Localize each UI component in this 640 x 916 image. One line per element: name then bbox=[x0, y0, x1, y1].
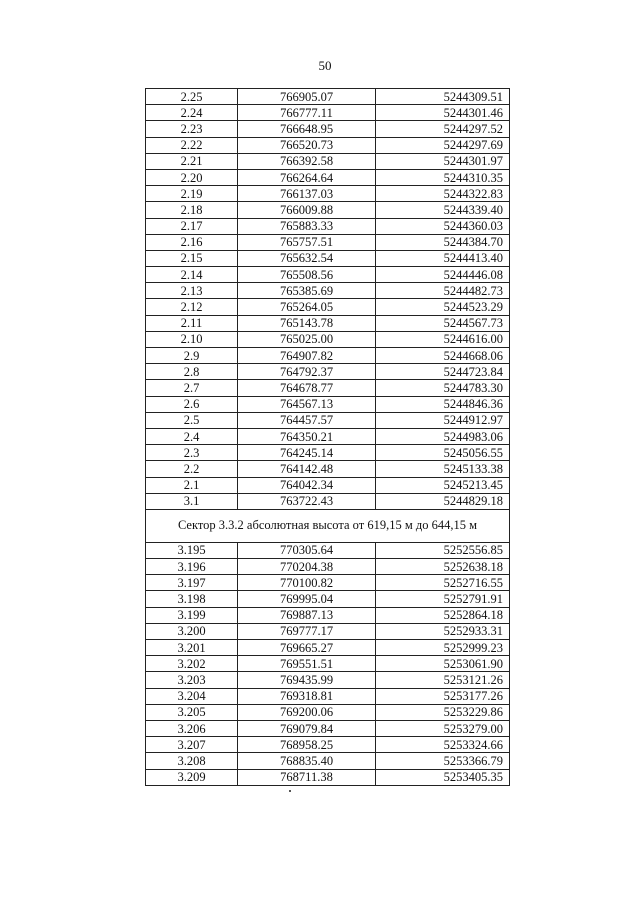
point-number-cell: 2.10 bbox=[146, 331, 238, 347]
table-row bbox=[146, 607, 510, 623]
x-coordinate-cell: 765508.56 bbox=[238, 267, 376, 283]
x-coordinate-cell: 766777.11 bbox=[238, 105, 376, 121]
point-number-cell: 2.17 bbox=[146, 218, 238, 234]
table-row bbox=[146, 704, 510, 720]
scan-speck bbox=[289, 790, 291, 792]
x-coordinate-cell: 769435.99 bbox=[238, 672, 376, 688]
section-heading: Сектор 3.3.2 абсолютная высота от 619,15 м до 644,15 м bbox=[146, 509, 510, 542]
point-number-cell: 3.205 bbox=[146, 704, 238, 720]
y-coordinate-cell: 5252791.91 bbox=[376, 591, 510, 607]
table-row bbox=[146, 121, 510, 137]
table-row bbox=[146, 89, 510, 105]
point-number-cell: 2.9 bbox=[146, 348, 238, 364]
y-coordinate-cell: 5244829.18 bbox=[376, 493, 510, 509]
x-coordinate-cell: 765883.33 bbox=[238, 218, 376, 234]
y-coordinate-cell: 5244301.46 bbox=[376, 105, 510, 121]
x-coordinate-cell: 769079.84 bbox=[238, 720, 376, 736]
y-coordinate-cell: 5244482.73 bbox=[376, 283, 510, 299]
x-coordinate-cell: 764457.57 bbox=[238, 412, 376, 428]
y-coordinate-cell: 5244983.06 bbox=[376, 428, 510, 444]
x-coordinate-cell: 764142.48 bbox=[238, 461, 376, 477]
table-row bbox=[146, 769, 510, 785]
x-coordinate-cell: 769777.17 bbox=[238, 623, 376, 639]
y-coordinate-cell: 5252864.18 bbox=[376, 607, 510, 623]
y-coordinate-cell: 5253366.79 bbox=[376, 753, 510, 769]
y-coordinate-cell: 5252999.23 bbox=[376, 640, 510, 656]
y-coordinate-cell: 5252933.31 bbox=[376, 623, 510, 639]
x-coordinate-cell: 766392.58 bbox=[238, 153, 376, 169]
x-coordinate-cell: 769665.27 bbox=[238, 640, 376, 656]
table-row bbox=[146, 559, 510, 575]
y-coordinate-cell: 5244783.30 bbox=[376, 380, 510, 396]
table-row bbox=[146, 493, 510, 509]
y-coordinate-cell: 5244567.73 bbox=[376, 315, 510, 331]
point-number-cell: 3.199 bbox=[146, 607, 238, 623]
x-coordinate-cell: 765025.00 bbox=[238, 331, 376, 347]
point-number-cell: 2.14 bbox=[146, 267, 238, 283]
y-coordinate-cell: 5244668.06 bbox=[376, 348, 510, 364]
table-row bbox=[146, 105, 510, 121]
x-coordinate-cell: 769551.51 bbox=[238, 656, 376, 672]
table-row bbox=[146, 640, 510, 656]
y-coordinate-cell: 5244339.40 bbox=[376, 202, 510, 218]
point-number-cell: 3.197 bbox=[146, 575, 238, 591]
y-coordinate-cell: 5244912.97 bbox=[376, 412, 510, 428]
x-coordinate-cell: 766905.07 bbox=[238, 89, 376, 105]
table-row bbox=[146, 331, 510, 347]
point-number-cell: 2.8 bbox=[146, 364, 238, 380]
y-coordinate-cell: 5244301.97 bbox=[376, 153, 510, 169]
point-number-cell: 3.206 bbox=[146, 720, 238, 736]
x-coordinate-cell: 764567.13 bbox=[238, 396, 376, 412]
y-coordinate-cell: 5244384.70 bbox=[376, 234, 510, 250]
table-row bbox=[146, 202, 510, 218]
table-row bbox=[146, 477, 510, 493]
coordinates-table-body-lower bbox=[146, 542, 510, 785]
point-number-cell: 2.15 bbox=[146, 250, 238, 266]
point-number-cell: 2.4 bbox=[146, 428, 238, 444]
table-row bbox=[146, 753, 510, 769]
point-number-cell: 2.20 bbox=[146, 169, 238, 185]
table-row bbox=[146, 364, 510, 380]
x-coordinate-cell: 764245.14 bbox=[238, 445, 376, 461]
point-number-cell: 3.207 bbox=[146, 737, 238, 753]
point-number-cell: 2.19 bbox=[146, 186, 238, 202]
y-coordinate-cell: 5244360.03 bbox=[376, 218, 510, 234]
point-number-cell: 2.2 bbox=[146, 461, 238, 477]
point-number-cell: 2.1 bbox=[146, 477, 238, 493]
table-row bbox=[146, 623, 510, 639]
table-row bbox=[146, 412, 510, 428]
y-coordinate-cell: 5244297.69 bbox=[376, 137, 510, 153]
table-row bbox=[146, 283, 510, 299]
x-coordinate-cell: 765757.51 bbox=[238, 234, 376, 250]
y-coordinate-cell: 5253061.90 bbox=[376, 656, 510, 672]
coordinates-table bbox=[145, 88, 510, 786]
point-number-cell: 2.3 bbox=[146, 445, 238, 461]
x-coordinate-cell: 770204.38 bbox=[238, 559, 376, 575]
x-coordinate-cell: 765632.54 bbox=[238, 250, 376, 266]
table-row bbox=[146, 137, 510, 153]
table-row bbox=[146, 688, 510, 704]
table-row bbox=[146, 315, 510, 331]
point-number-cell: 3.196 bbox=[146, 559, 238, 575]
point-number-cell: 3.1 bbox=[146, 493, 238, 509]
x-coordinate-cell: 768835.40 bbox=[238, 753, 376, 769]
point-number-cell: 3.201 bbox=[146, 640, 238, 656]
point-number-cell: 3.208 bbox=[146, 753, 238, 769]
x-coordinate-cell: 764042.34 bbox=[238, 477, 376, 493]
table-row bbox=[146, 575, 510, 591]
x-coordinate-cell: 766009.88 bbox=[238, 202, 376, 218]
x-coordinate-cell: 769318.81 bbox=[238, 688, 376, 704]
y-coordinate-cell: 5244413.40 bbox=[376, 250, 510, 266]
table-row bbox=[146, 267, 510, 283]
page-number: 50 bbox=[318, 58, 332, 73]
y-coordinate-cell: 5252556.85 bbox=[376, 542, 510, 558]
table-row bbox=[146, 218, 510, 234]
x-coordinate-cell: 769200.06 bbox=[238, 704, 376, 720]
x-coordinate-cell: 766520.73 bbox=[238, 137, 376, 153]
y-coordinate-cell: 5253121.26 bbox=[376, 672, 510, 688]
point-number-cell: 2.13 bbox=[146, 283, 238, 299]
y-coordinate-cell: 5253405.35 bbox=[376, 769, 510, 785]
section-heading-row bbox=[146, 509, 510, 542]
x-coordinate-cell: 768958.25 bbox=[238, 737, 376, 753]
x-coordinate-cell: 766137.03 bbox=[238, 186, 376, 202]
point-number-cell: 2.11 bbox=[146, 315, 238, 331]
table-row bbox=[146, 348, 510, 364]
y-coordinate-cell: 5244846.36 bbox=[376, 396, 510, 412]
x-coordinate-cell: 768711.38 bbox=[238, 769, 376, 785]
point-number-cell: 2.16 bbox=[146, 234, 238, 250]
point-number-cell: 2.7 bbox=[146, 380, 238, 396]
table-row bbox=[146, 428, 510, 444]
x-coordinate-cell: 765385.69 bbox=[238, 283, 376, 299]
y-coordinate-cell: 5253324.66 bbox=[376, 737, 510, 753]
x-coordinate-cell: 764678.77 bbox=[238, 380, 376, 396]
y-coordinate-cell: 5244446.08 bbox=[376, 267, 510, 283]
point-number-cell: 3.203 bbox=[146, 672, 238, 688]
x-coordinate-cell: 764907.82 bbox=[238, 348, 376, 364]
y-coordinate-cell: 5253177.26 bbox=[376, 688, 510, 704]
table-row bbox=[146, 169, 510, 185]
table-row bbox=[146, 299, 510, 315]
y-coordinate-cell: 5244309.51 bbox=[376, 89, 510, 105]
y-coordinate-cell: 5252716.55 bbox=[376, 575, 510, 591]
table-row bbox=[146, 396, 510, 412]
y-coordinate-cell: 5245213.45 bbox=[376, 477, 510, 493]
point-number-cell: 2.21 bbox=[146, 153, 238, 169]
x-coordinate-cell: 764792.37 bbox=[238, 364, 376, 380]
point-number-cell: 2.12 bbox=[146, 299, 238, 315]
point-number-cell: 2.23 bbox=[146, 121, 238, 137]
x-coordinate-cell: 763722.43 bbox=[238, 493, 376, 509]
table-row bbox=[146, 153, 510, 169]
x-coordinate-cell: 765264.05 bbox=[238, 299, 376, 315]
table-row bbox=[146, 186, 510, 202]
x-coordinate-cell: 764350.21 bbox=[238, 428, 376, 444]
y-coordinate-cell: 5252638.18 bbox=[376, 559, 510, 575]
section-heading-group bbox=[146, 509, 510, 542]
table-row bbox=[146, 542, 510, 558]
point-number-cell: 3.200 bbox=[146, 623, 238, 639]
y-coordinate-cell: 5244297.52 bbox=[376, 121, 510, 137]
y-coordinate-cell: 5244616.00 bbox=[376, 331, 510, 347]
x-coordinate-cell: 765143.78 bbox=[238, 315, 376, 331]
y-coordinate-cell: 5244322.83 bbox=[376, 186, 510, 202]
table-row bbox=[146, 461, 510, 477]
table-row bbox=[146, 591, 510, 607]
x-coordinate-cell: 766264.64 bbox=[238, 169, 376, 185]
table-row bbox=[146, 234, 510, 250]
point-number-cell: 2.24 bbox=[146, 105, 238, 121]
point-number-cell: 2.22 bbox=[146, 137, 238, 153]
y-coordinate-cell: 5245133.38 bbox=[376, 461, 510, 477]
table-row bbox=[146, 445, 510, 461]
point-number-cell: 2.25 bbox=[146, 89, 238, 105]
point-number-cell: 3.204 bbox=[146, 688, 238, 704]
table-row bbox=[146, 656, 510, 672]
y-coordinate-cell: 5244723.84 bbox=[376, 364, 510, 380]
table-row bbox=[146, 720, 510, 736]
y-coordinate-cell: 5245056.55 bbox=[376, 445, 510, 461]
point-number-cell: 2.5 bbox=[146, 412, 238, 428]
table-row bbox=[146, 737, 510, 753]
point-number-cell: 2.6 bbox=[146, 396, 238, 412]
y-coordinate-cell: 5244523.29 bbox=[376, 299, 510, 315]
coordinates-table-body-upper bbox=[146, 89, 510, 510]
table-row bbox=[146, 672, 510, 688]
y-coordinate-cell: 5253229.86 bbox=[376, 704, 510, 720]
point-number-cell: 3.202 bbox=[146, 656, 238, 672]
x-coordinate-cell: 769995.04 bbox=[238, 591, 376, 607]
y-coordinate-cell: 5253279.00 bbox=[376, 720, 510, 736]
y-coordinate-cell: 5244310.35 bbox=[376, 169, 510, 185]
point-number-cell: 3.195 bbox=[146, 542, 238, 558]
x-coordinate-cell: 770305.64 bbox=[238, 542, 376, 558]
x-coordinate-cell: 766648.95 bbox=[238, 121, 376, 137]
x-coordinate-cell: 769887.13 bbox=[238, 607, 376, 623]
x-coordinate-cell: 770100.82 bbox=[238, 575, 376, 591]
point-number-cell: 3.209 bbox=[146, 769, 238, 785]
table-row bbox=[146, 380, 510, 396]
point-number-cell: 2.18 bbox=[146, 202, 238, 218]
table-row bbox=[146, 250, 510, 266]
point-number-cell: 3.198 bbox=[146, 591, 238, 607]
